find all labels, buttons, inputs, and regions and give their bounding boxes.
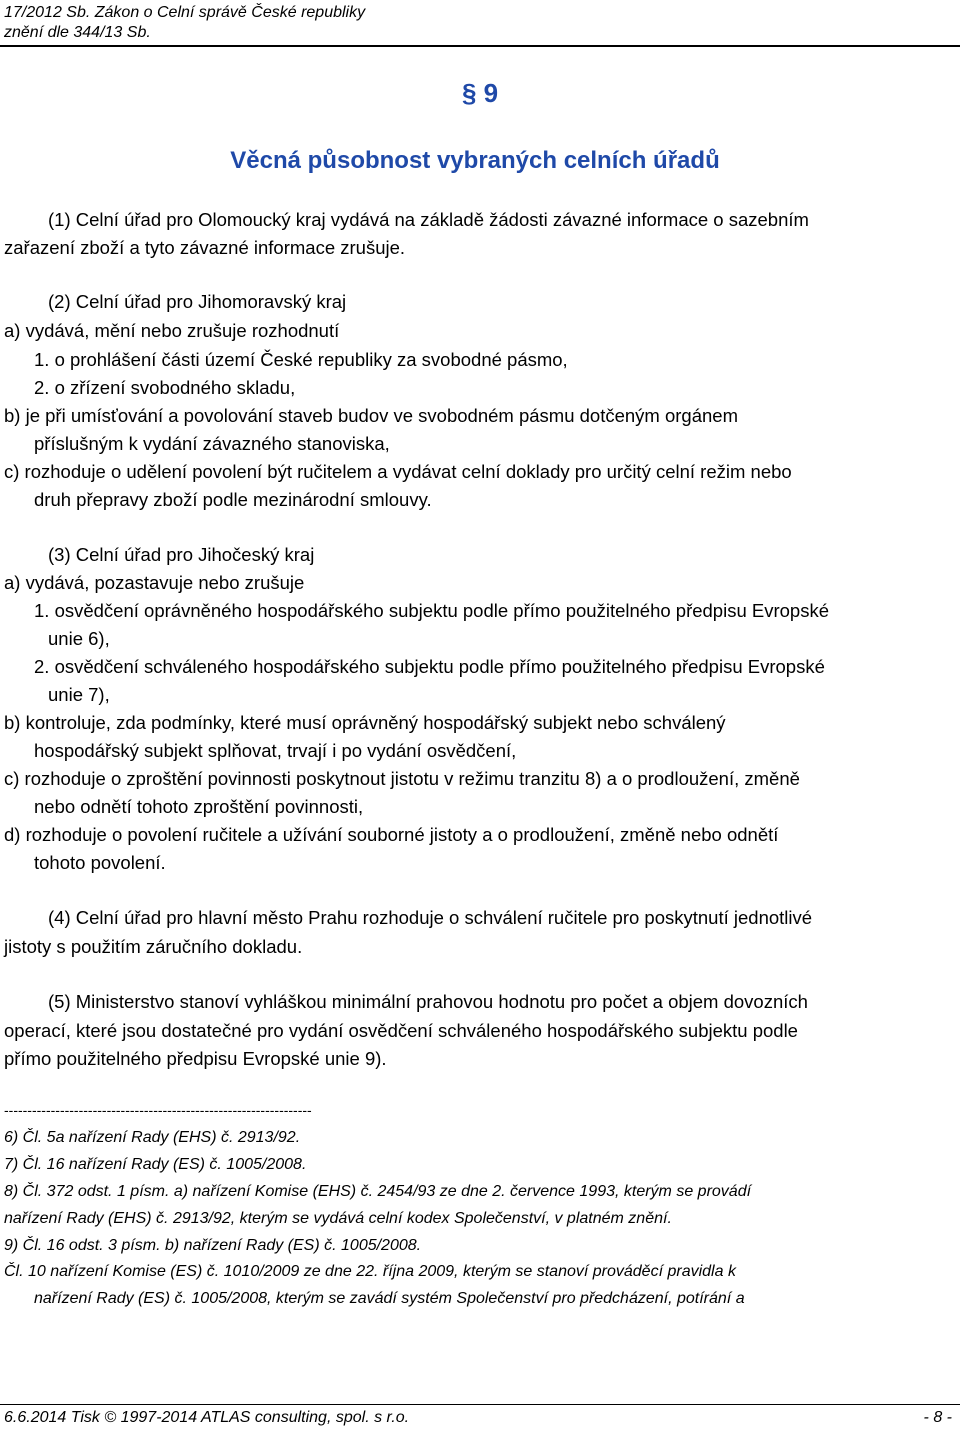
paragraph-2-item-b-line-2: příslušným k vydání závazného stanoviska, <box>34 433 390 454</box>
footnote-9: 9) Čl. 16 odst. 3 písm. b) nařízení Rady (ES) č. 1005/2008. <box>4 1237 422 1254</box>
footnote-separator: ------------------------------------------------------------------ <box>4 1102 312 1118</box>
footnote-8-line-1: 8) Čl. 372 odst. 1 písm. a) nařízení Komise (EHS) č. 2454/93 ze dne 2. července 1993, kterým se provádí <box>4 1183 752 1200</box>
paragraph-3-item-b-line-2: hospodářský subjekt splňovat, trvají i po vydání osvědčení, <box>34 740 517 761</box>
paragraph-3-item-d-line-1: d) rozhoduje o povolení ručitele a užívání souborné jistoty a o prodloužení, změně nebo odnětí <box>4 824 779 845</box>
paragraph-2-item-a: a) vydává, mění nebo zrušuje rozhodnutí <box>4 320 340 341</box>
footnote-10-line-2: nařízení Rady (ES) č. 1005/2008, kterým se zavádí systém Společenství pro předcházení, potírání a <box>34 1290 745 1307</box>
paragraph-3-item-a2-line-2: unie 7), <box>48 684 110 705</box>
paragraph-2-item-b-line-1: b) je při umísťování a povolování staveb budov ve svobodném pásmu dotčeným orgánem <box>4 405 738 426</box>
paragraph-3-intro: (3) Celní úřad pro Jihočeský kraj <box>48 544 315 565</box>
paragraph-1-line-1: (1) Celní úřad pro Olomoucký kraj vydává na základě žádosti závazné informace o sazebním <box>48 209 809 230</box>
paragraph-3-item-d-line-2: tohoto povolení. <box>34 852 166 873</box>
paragraph-2-intro: (2) Celní úřad pro Jihomoravský kraj <box>48 291 347 312</box>
paragraph-3-item-c-line-1: c) rozhoduje o zproštění povinnosti poskytnout jistotu v režimu tranzitu 8) a o prodloužení, změně <box>4 768 800 789</box>
paragraph-2-item-c-line-1: c) rozhoduje o udělení povolení být ručitelem a vydávat celní doklady pro určitý celní režim nebo <box>4 461 792 482</box>
paragraph-2-item-c-line-2: druh přepravy zboží podle mezinárodní smlouvy. <box>34 489 432 510</box>
header-version: znění dle 344/13 Sb. <box>4 24 151 41</box>
paragraph-3-item-a1-line-2: unie 6), <box>48 628 110 649</box>
footnote-10-line-1: Čl. 10 nařízení Komise (ES) č. 1010/2009 ze dne 22. října 2009, kterým se stanoví prováděcí pravidla k <box>4 1263 736 1280</box>
page-number: - 8 - <box>923 1409 952 1426</box>
paragraph-5-line-2: operací, které jsou dostatečné pro vydání osvědčení schváleného hospodářského subjektu podle <box>4 1020 798 1041</box>
paragraph-3-item-a: a) vydává, pozastavuje nebo zrušuje <box>4 572 305 593</box>
footnote-6: 6) Čl. 5a nařízení Rady (EHS) č. 2913/92. <box>4 1129 301 1146</box>
paragraph-2-item-a1: 1. o prohlášení části území České republiky za svobodné pásmo, <box>34 349 568 370</box>
footer-print-info: 6.6.2014 Tisk © 1997-2014 ATLAS consulting, spol. s r.o. <box>4 1409 410 1426</box>
footnote-8-line-2: nařízení Rady (EHS) č. 2913/92, kterým se vydává celní kodex Společenství, v platném znění. <box>4 1210 672 1227</box>
paragraph-3-item-b-line-1: b) kontroluje, zda podmínky, které musí oprávněný hospodářský subjekt nebo schválený <box>4 712 726 733</box>
paragraph-3-item-c-line-2: nebo odnětí tohoto zproštění povinnosti, <box>34 796 364 817</box>
paragraph-5-line-1: (5) Ministerstvo stanoví vyhláškou minimální prahovou hodnotu pro počet a objem dovozních <box>48 991 808 1012</box>
header-divider <box>0 45 960 47</box>
footer-divider <box>0 1404 960 1405</box>
paragraph-5-line-3: přímo použitelného předpisu Evropské unie 9). <box>4 1048 387 1069</box>
section-title: Věcná působnost vybraných celních úřadů <box>230 147 720 174</box>
footnote-7: 7) Čl. 16 nařízení Rady (ES) č. 1005/2008. <box>4 1156 307 1173</box>
section-number: § 9 <box>462 78 499 108</box>
paragraph-2-item-a2: 2. o zřízení svobodného skladu, <box>34 377 296 398</box>
paragraph-1-line-2: zařazení zboží a tyto závazné informace zrušuje. <box>4 237 406 258</box>
paragraph-3-item-a2-line-1: 2. osvědčení schváleného hospodářského subjektu podle přímo použitelného předpisu Evropské <box>34 656 825 677</box>
paragraph-3-item-a1-line-1: 1. osvědčení oprávněného hospodářského subjektu podle přímo použitelného předpisu Evropské <box>34 600 830 621</box>
paragraph-4-line-2: jistoty s použitím záručního dokladu. <box>4 936 303 957</box>
header-title: 17/2012 Sb. Zákon o Celní správě České republiky <box>4 4 366 21</box>
paragraph-4-line-1: (4) Celní úřad pro hlavní město Prahu rozhoduje o schválení ručitele pro poskytnutí jednotlivé <box>48 907 813 928</box>
